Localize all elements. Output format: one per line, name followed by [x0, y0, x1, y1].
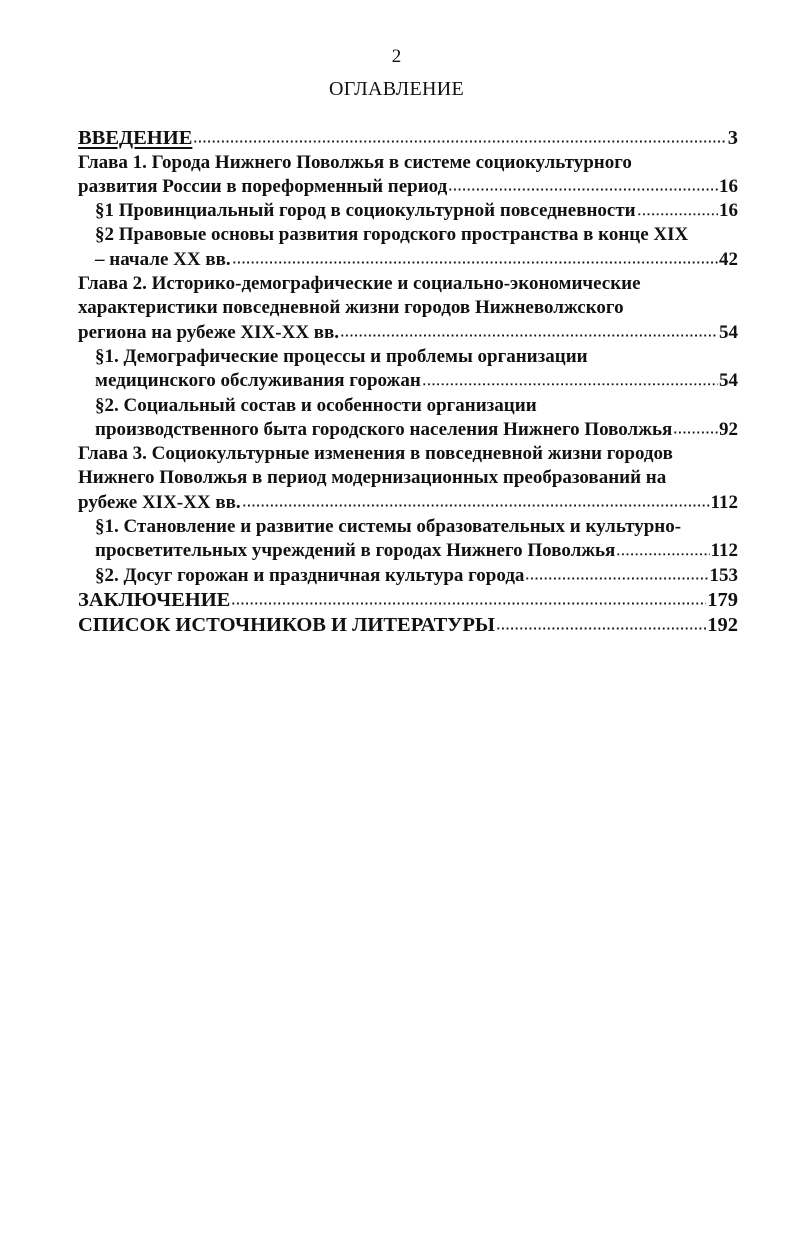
toc-section-entry[interactable] [78, 564, 738, 588]
toc-chapter-entry[interactable] [78, 272, 738, 345]
toc-entry-title: §2. Досуг горожан и праздничная культура города [95, 564, 525, 586]
toc-entry-title: развития России в пореформенный период [78, 175, 448, 197]
toc-chapter-entry[interactable] [78, 151, 738, 200]
toc-page-number: 112 [710, 491, 738, 513]
toc-page-number: 112 [710, 540, 738, 562]
toc-entry-title: просветительных учреждений в городах Нижнего Поволжья [95, 540, 616, 562]
toc-page-number: 16 [719, 200, 738, 222]
toc-entry-line: §1. Становление и развитие системы образовательных и культурно- [95, 516, 682, 538]
dot-leader [193, 138, 726, 144]
toc-section-entry[interactable] [78, 199, 738, 223]
toc-page-number: 42 [719, 248, 738, 270]
toc-section-entry[interactable] [78, 515, 738, 564]
toc-page-number: 54 [719, 370, 738, 392]
dot-leader [340, 332, 718, 338]
dot-leader [616, 550, 709, 556]
toc-entry-line: §2 Правовые основы развития городского пространства в конце XIX [95, 224, 689, 246]
dot-leader [242, 502, 710, 508]
toc-entry-line: Глава 3. Социокультурные изменения в повседневной жизни городов [78, 443, 673, 465]
dot-leader [232, 259, 718, 265]
toc-page-number: 92 [719, 418, 738, 440]
dot-leader [673, 429, 718, 435]
page-number: 2 [391, 46, 402, 67]
toc-entry-title: региона на рубеже XIX-XX вв. [78, 321, 340, 343]
dot-leader [496, 625, 706, 631]
toc-page-number: 16 [719, 175, 738, 197]
dot-leader [637, 210, 718, 216]
toc-entry-line: Глава 2. Историко-демографические и социально-экономические [78, 273, 641, 295]
toc-section-entry[interactable] [78, 394, 738, 443]
toc-entry-title: §1 Провинциальный город в социокультурной повседневности [95, 200, 636, 222]
toc-section-entry[interactable] [78, 345, 738, 394]
toc-page-number: 54 [719, 321, 738, 343]
dot-leader [231, 600, 706, 606]
toc-title: ОГЛАВЛЕНИЕ [329, 78, 464, 100]
toc-entry-title: – начале XX вв. [95, 248, 231, 270]
toc-chapter-entry[interactable] [78, 126, 738, 151]
toc-chapter-entry[interactable] [78, 442, 738, 515]
toc-entry-title: ЗАКЛЮЧЕНИЕ [78, 588, 231, 611]
toc-entry-title: медицинского обслуживания горожан [95, 370, 421, 392]
toc-entry-line: §2. Социальный состав и особенности организации [95, 394, 537, 416]
toc-page-number: 3 [727, 127, 738, 149]
toc-chapter-entry[interactable] [78, 588, 738, 613]
toc-entry-title: рубеже XIX-XX вв. [78, 491, 241, 513]
toc-entry-title: производственного быта городского населения Нижнего Поволжья [95, 418, 673, 440]
dot-leader [525, 575, 708, 581]
toc-page-number: 153 [709, 564, 738, 586]
dot-leader [422, 380, 718, 386]
toc-entry-title: ВВЕДЕНИЕ [78, 127, 193, 149]
toc-entry-line: Нижнего Поволжья в период модернизационных преобразований на [78, 467, 667, 489]
toc-entry-line: характеристики повседневной жизни городов Нижневолжского [78, 297, 624, 319]
toc-chapter-entry[interactable] [78, 613, 738, 638]
toc-page-number: 179 [707, 588, 738, 611]
toc-page-number: 192 [707, 613, 738, 636]
toc-entry-title: СПИСОК ИСТОЧНИКОВ И ЛИТЕРАТУРЫ [78, 613, 495, 636]
dot-leader [448, 186, 718, 192]
toc-entry-line: §1. Демографические процессы и проблемы организации [95, 345, 588, 367]
toc-section-entry[interactable] [78, 223, 738, 272]
toc-entry-line: Глава 1. Города Нижнего Поволжья в системе социокультурного [78, 151, 632, 173]
table-of-contents [78, 126, 738, 637]
